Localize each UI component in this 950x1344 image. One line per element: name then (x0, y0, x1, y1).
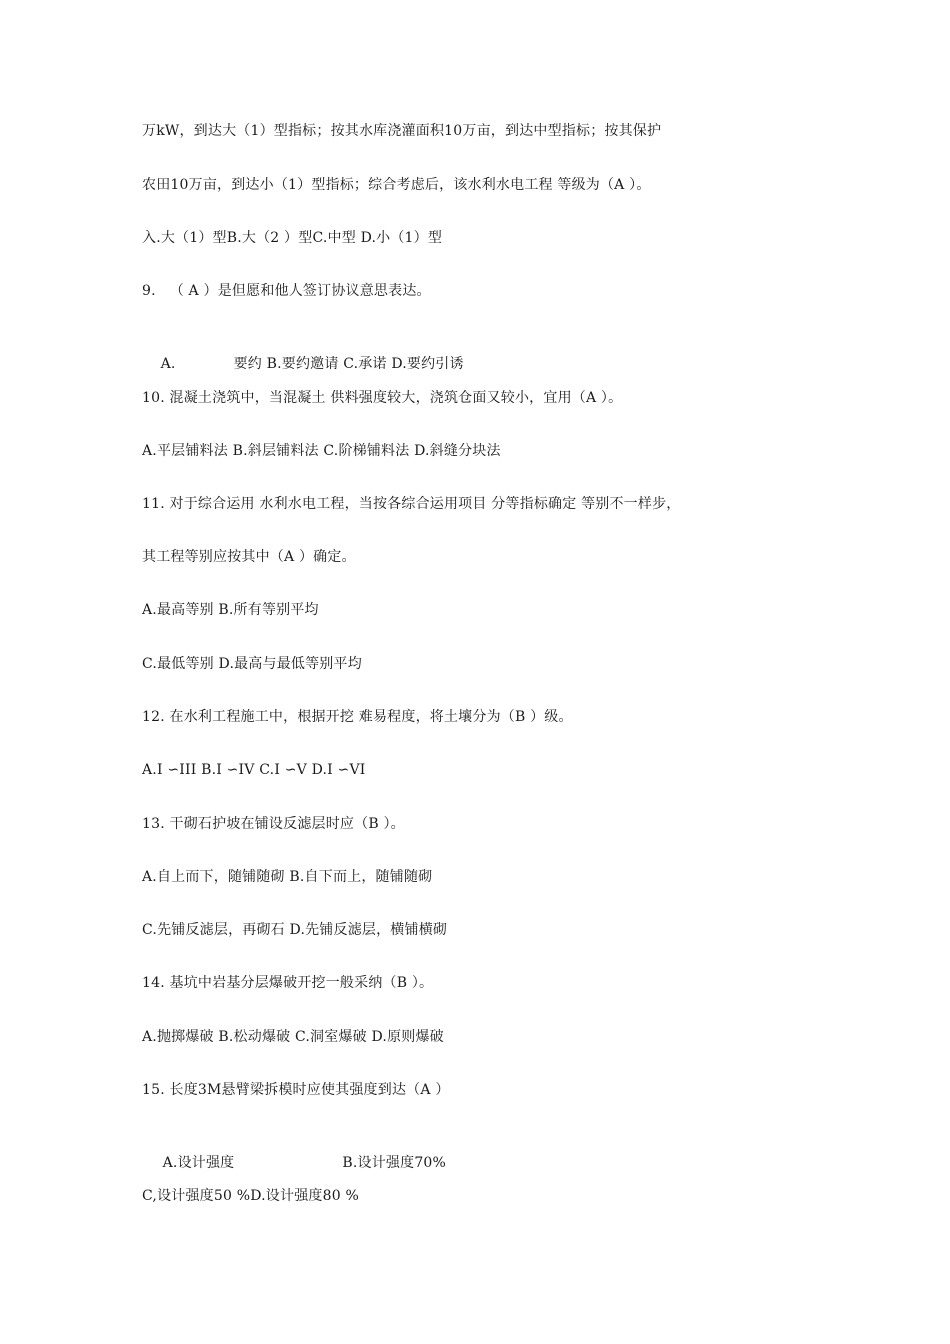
question-11: 11. 对于综合运用 水利水电工程，当按各综合运用项目 分等指标确定 等别不一样步， (142, 496, 681, 512)
question-12: 12. 在水利工程施工中，根据开挖 难易程度，将土壤分为（B ）级。 (142, 709, 573, 725)
question-15-options-c: C,设计强度50 %D.设计强度80 % (142, 1188, 359, 1204)
option-a: A.设计强度 (162, 1155, 235, 1171)
option-b: B.设计强度70% (342, 1155, 447, 1171)
question-11-options-a: A.最高等别 B.所有等别平均 (142, 602, 319, 618)
question-9-options (142, 334, 464, 394)
question-10-options: A.平层铺料法 B.斜层铺料法 C.阶梯铺料法 D.斜缝分块法 (142, 443, 501, 459)
text-line-2: 农田10万亩，到达小（1）型指标；综合考虑后，该水利水电工程 等级为（A ）。 (142, 177, 651, 193)
question-14-options: A.抛掷爆破 B.松动爆破 C.洞室爆破 D.原则爆破 (142, 1029, 444, 1045)
option-text: 要约 B.要约邀请 C.承诺 D.要约引诱 (233, 356, 464, 372)
question-13-options-a: A.自上而下，随铺随砌 B.自下而上，随铺随砌 (142, 869, 433, 885)
question-13-options-c: C.先铺反滤层，再砌石 D.先铺反滤层，横铺横砌 (142, 922, 448, 938)
question-12-options: A.I ∽III B.I ∽IV C.I ∽V D.I ∽VI (142, 762, 366, 778)
question-13: 13. 干砌石护坡在铺设反滤层时应（B ）。 (142, 816, 405, 832)
question-11-cont: 其工程等别应按其中（A ）确定。 (142, 549, 356, 565)
question-15: 15. 长度3M悬臂梁拆模时应使其强度到达（A ） (142, 1082, 450, 1098)
text-line-1: 万kW，到达大（1）型指标；按其水库浇灌面积10万亩，到达中型指标；按其保护 (142, 123, 662, 139)
question-10: 10. 混凝土浇筑中，当混凝土 供料强度较大，浇筑仓面又较小，宜用（A ）。 (142, 390, 623, 406)
question-15-options-a (144, 1133, 446, 1193)
question-11-options-c: C.最低等别 D.最高与最低等别平均 (142, 656, 362, 672)
question-9: 9. （ A ）是但愿和他人签订协议意思表达。 (142, 283, 431, 299)
option-prefix: A. (160, 356, 176, 372)
question-14: 14. 基坑中岩基分层爆破开挖一般采纳（B ）。 (142, 975, 434, 991)
text-line-3: 入.大（1）型B.大（2 ）型C.中型 D.小（1）型 (142, 230, 443, 246)
